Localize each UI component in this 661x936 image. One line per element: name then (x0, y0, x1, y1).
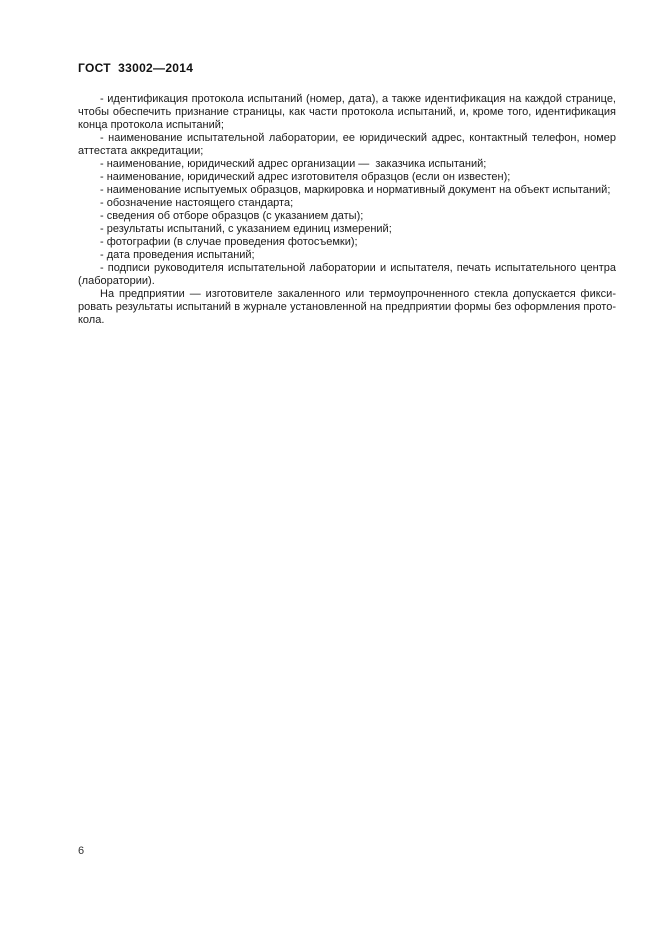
paragraph: - фотографии (в случае проведения фотосъемки); (100, 236, 358, 248)
paragraph: - наименование испытуемых образцов, маркировка и нормативный документ на объект испытаний; (100, 184, 611, 196)
paragraph: - наименование, юридический адрес организации — заказчика испытаний; (100, 158, 487, 170)
document-header-title: ГОСТ 33002—2014 (78, 61, 194, 75)
paragraph: - сведения об отборе образцов (с указанием даты); (100, 210, 364, 222)
paragraph: - наименование испытательной лаборатории, ее юридический адрес, контактный телефон, номер аттестата аккредитации; (78, 132, 616, 157)
paragraph: На предприятии — изготовителе закаленного или термоупрочненного стекла допускается фиксировать результаты испытаний в журнале установленной на предприятии формы без оформления протокола. (78, 288, 616, 326)
paragraph: - наименование, юридический адрес изготовителя образцов (если он известен); (100, 171, 511, 183)
paragraph: - обозначение настоящего стандарта; (100, 197, 294, 209)
paragraph: - дата проведения испытаний; (100, 249, 255, 261)
document-body (78, 93, 616, 327)
paragraph: - подписи руководителя испытательной лаборатории и испытателя, печать испытательного центра (лаборатории). (78, 262, 616, 287)
paragraph: - идентификация протокола испытаний (номер, дата), а также идентификация на каждой странице, чтобы обеспечить признание страницы, как части протокола испытаний, и, кроме того, идентификация конца протокола испытаний; (78, 93, 616, 131)
paragraph: - результаты испытаний, с указанием единиц измерений; (100, 223, 392, 235)
page-number: 6 (78, 845, 85, 857)
